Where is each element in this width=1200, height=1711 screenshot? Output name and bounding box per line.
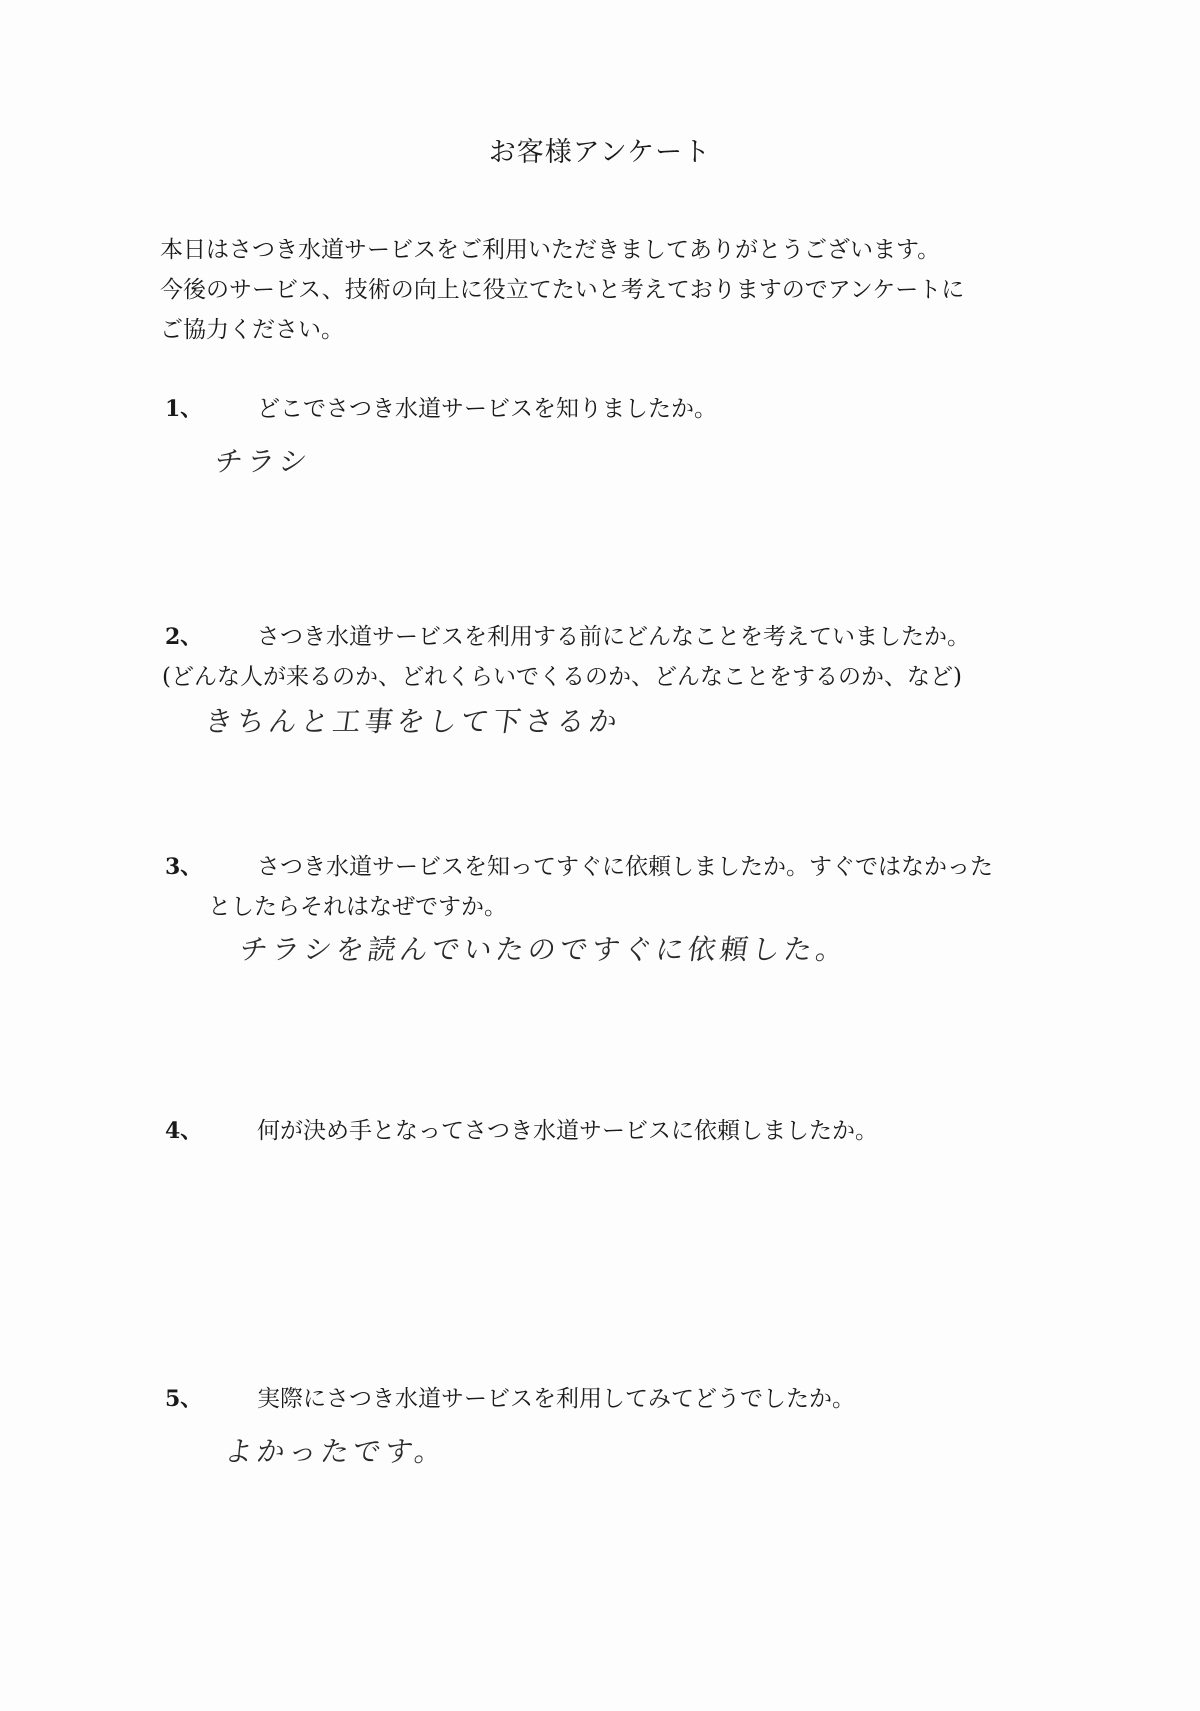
question-text: どこでさつき水道サービスを知りましたか。 [257, 396, 717, 422]
question-number: 2、 [165, 624, 203, 650]
question-3 [165, 848, 993, 881]
question-number: 4、 [165, 1118, 203, 1144]
question-2 [165, 618, 970, 651]
question-number: 1、 [165, 396, 203, 422]
question-5 [165, 1380, 855, 1413]
answer-3: チラシを読んでいたのですぐに依頼した。 [237, 933, 851, 966]
intro-line: 今後のサービス、技術の向上に役立てたいと考えておりますのでアンケートに [160, 277, 965, 303]
question-2-note: (どんな人が来るのか、どれくらいでくるのか、どんなことをするのか、など) [162, 664, 962, 690]
question-1 [165, 390, 717, 423]
intro-line: ご協力ください。 [160, 317, 344, 343]
question-3-continued: としたらそれはなぜですか。 [208, 894, 507, 920]
question-text: さつき水道サービスを知ってすぐに依頼しましたか。すぐではなかった [257, 854, 993, 880]
question-text: 実際にさつき水道サービスを利用してみてどうでしたか。 [257, 1386, 855, 1412]
page-title: お客様アンケート [488, 137, 712, 168]
intro-line: 本日はさつき水道サービスをご利用いただきましてありがとうございます。 [160, 237, 941, 263]
question-number: 5、 [165, 1386, 203, 1412]
question-text: さつき水道サービスを利用する前にどんなことを考えていましたか。 [257, 624, 970, 650]
answer-5: よかったです。 [222, 1435, 449, 1468]
answer-2: きちんと工事をして下さるか [202, 705, 624, 738]
question-4 [165, 1112, 878, 1145]
question-number: 3、 [165, 854, 203, 880]
intro-text [160, 230, 1080, 350]
answer-1: チラシ [212, 445, 314, 478]
question-text: 何が決め手となってさつき水道サービスに依頼しましたか。 [257, 1118, 878, 1144]
